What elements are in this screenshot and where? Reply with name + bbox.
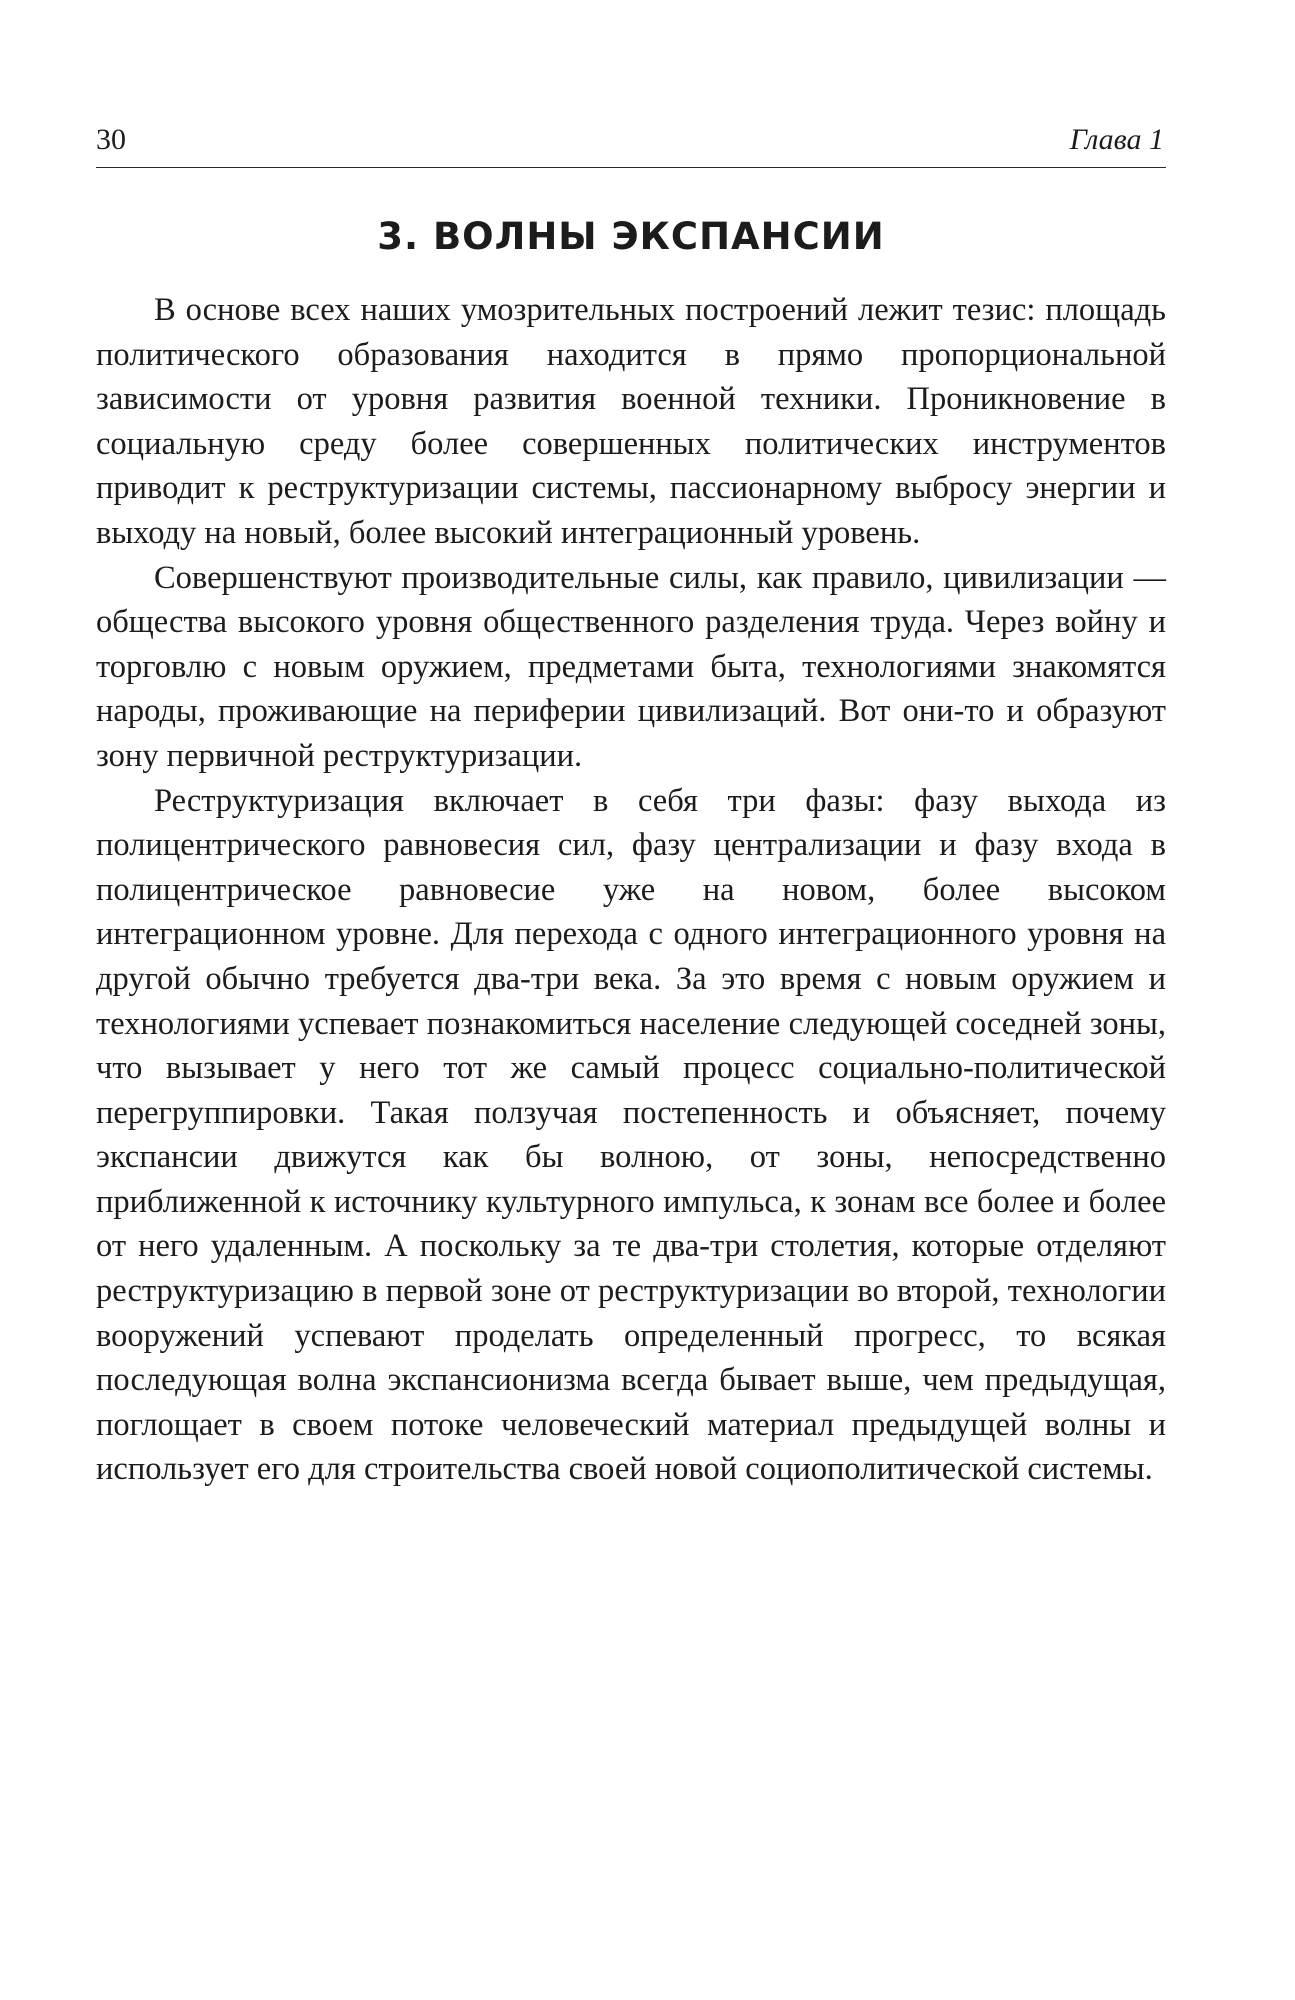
section-title: 3. ВОЛНЫ ЭКСПАНСИИ bbox=[377, 215, 885, 258]
header-rule bbox=[96, 167, 1166, 168]
page-number: 30 bbox=[96, 123, 126, 156]
running-head bbox=[96, 118, 1166, 162]
paragraph: Реструктуризация включает в себя три фазы: фазу выхода из полицентрического равновесия сил, фазу централизации и фазу входа в полицентрическое равновесие уже на новом, более высоком интеграционном уровне. Для перехода с одного интеграционного уровня на другой обычно требуется два-три века. За это время с новым оружием и технологиями успевает познакомиться население следующей соседней зоны, что вызывает у него тот же самый процесс социально-политической перегруппировки. Такая ползучая постепенность и объясняет, почему экспансии движутся как бы волною, от зоны, непосредственно приближенной к источнику культурного импульса, к зонам все более и более от него удаленным. А поскольку за те два-три столетия, которые отделяют реструктуризацию в первой зоне от реструктуризации во второй, технологии вооружений успевают проделать определенный прогресс, то всякая последующая волна экспансионизма всегда бывает выше, чем предыдущая, поглощает в своем потоке человеческий материал предыдущей волны и использует его для строительства своей новой социополитической системы. bbox=[96, 782, 1166, 1488]
body-text bbox=[96, 288, 1166, 1492]
paragraph: В основе всех наших умозрительных построений лежит тезис: площадь политического образования находится в прямо пропорциональной зависимости от уровня развития военной техники. Проникновение в социальную среду более совершенных политических инструментов приводит к реструктуризации системы, пассионарному выбросу энергии и выходу на новый, более высокий интеграционный уровень. bbox=[96, 292, 1166, 551]
book-page bbox=[96, 0, 1166, 2000]
chapter-label: Глава 1 bbox=[1069, 123, 1164, 156]
paragraph: Совершенствуют производительные силы, как правило, цивилизации — общества высокого уровня общественного разделения труда. Через войну и торговлю с новым оружием, предметами быта, технологиями знакомятся народы, проживающие на периферии цивилизаций. Вот они-то и образуют зону первичной реструктуризации. bbox=[96, 559, 1166, 774]
